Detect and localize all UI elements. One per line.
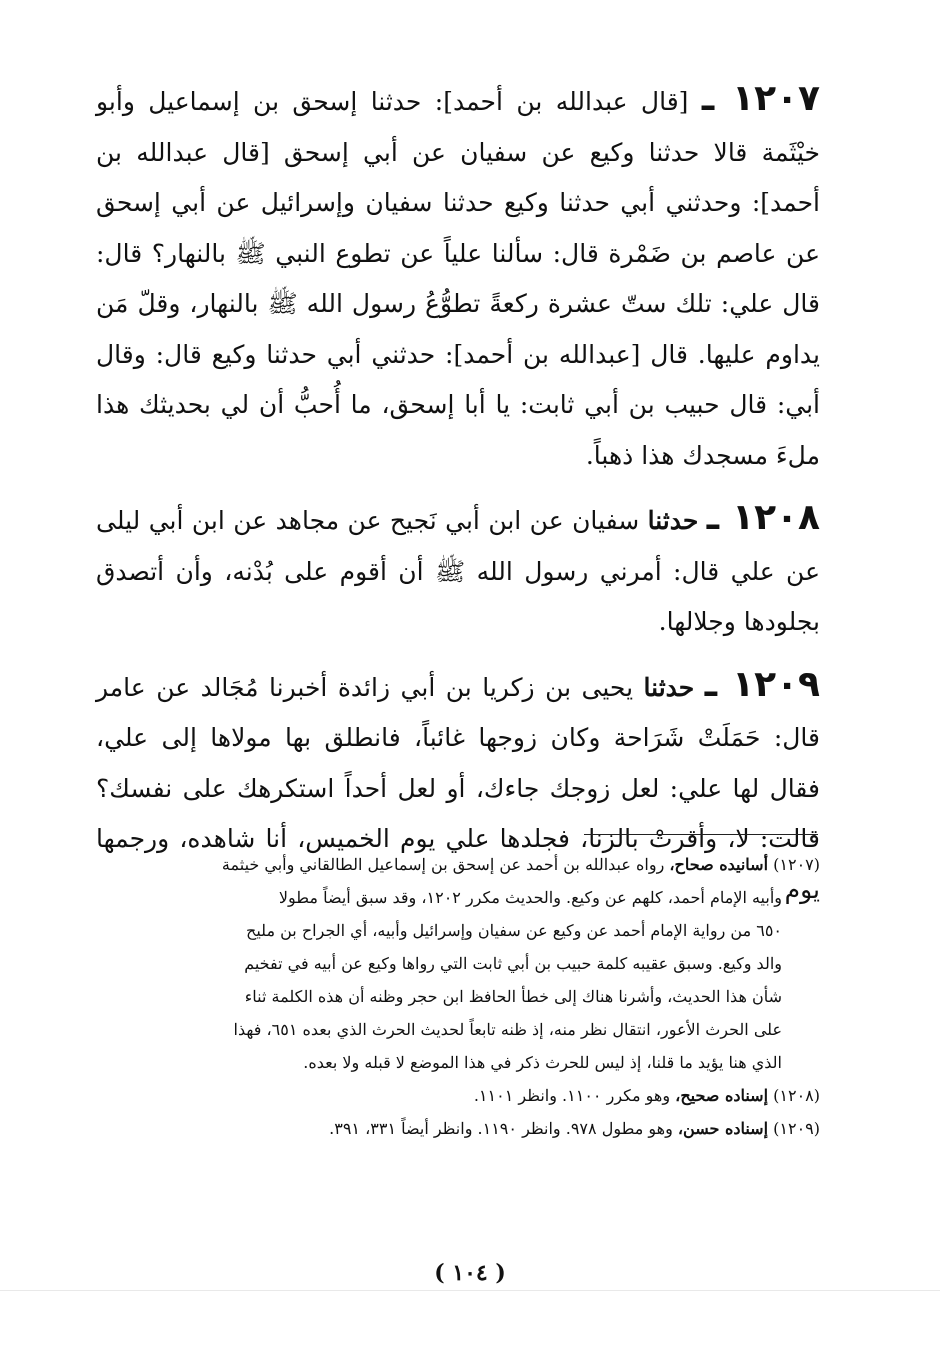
footnote-1207 bbox=[96, 848, 820, 881]
page-number: ( ١٠٤ ) bbox=[434, 1260, 506, 1286]
hadith-number: ١٢٠٧ ـ bbox=[701, 78, 821, 119]
footnote-grade: إسناده صحيح، bbox=[675, 1086, 769, 1105]
hadith-text: سفيان عن ابن أبي نَجيح عن مجاهد عن ابن أبي ليلى عن علي قال: أمرني رسول الله ﷺ أن أقوم على بُدْنه، وأن أتصدق بجلودها وجلالها. bbox=[96, 506, 820, 636]
footnote-ref: (١٢٠٧) bbox=[773, 855, 820, 874]
hadith-1208 bbox=[96, 493, 820, 648]
scan-edge-divider bbox=[0, 1290, 940, 1291]
footnote-1207-line: ٦٥٠ من رواية الإمام أحمد عن وكيع عن سفيان وإسرائيل وأبيه، أي الجراح بن مليح bbox=[246, 921, 782, 940]
footnote-separator bbox=[584, 834, 818, 835]
footnotes bbox=[96, 848, 820, 1145]
hadith-1207 bbox=[96, 74, 820, 481]
main-text-body bbox=[96, 74, 820, 927]
hadith-number: ١٢٠٩ ـ bbox=[704, 663, 821, 705]
footnote-1209 bbox=[96, 1112, 820, 1145]
footnote-1207-line: والد وكيع. وسبق عقيبه كلمة حبيب بن أبي ثابت التي رواها وكيع عن أبيه في تفخيم bbox=[244, 954, 782, 973]
footnote-1207-line: شأن هذا الحديث، وأشرنا هناك إلى خطأ الحافظ ابن حجر وظنه أن هذه الكلمة ثناء bbox=[244, 987, 782, 1006]
footnote-1207-line: وأبيه الإمام أحمد، كلهم عن وكيع. والحديث مكرر ١٢٠٢، وقد سبق أيضاً مطولا bbox=[278, 888, 782, 907]
footnote-ref: (١٢٠٨) bbox=[773, 1086, 820, 1105]
hadith-lead: حدثنا bbox=[643, 672, 695, 702]
hadith-lead: حدثنا bbox=[647, 506, 699, 535]
footnote-1208 bbox=[96, 1079, 820, 1112]
hadith-number: ١٢٠٨ ـ bbox=[706, 497, 820, 538]
hadith-text: يحيى بن زكريا بن أبي زائدة أخبرنا مُجَالد عن عامر قال: حَمَلَتْ شَرَاحة وكان زوجها غائباً، فانطلق بها مولاها إلى علي، فقال لها علي: لعل زوجك جاءك، أو لعل أحداً استكرهك على نفسك؟ قالت: لا، وأقرتْ بالزنا، فجلدها علي يوم الخميس، أنا شاهده، ورجمها يوم bbox=[96, 672, 820, 904]
footnote-1207-line: الذي هنا يؤيد ما قلنا، إذ ليس للحرث ذكر في هذا الموضع لا قبله ولا بعده. bbox=[303, 1053, 782, 1072]
footnote-grade: إسناده حسن، bbox=[677, 1119, 769, 1138]
footnote-1207-line: على الحرث الأعور، انتقال نظر منه، إذ ظنه تابعاً لحديث الحرث الذي بعده ٦٥١، فهذا bbox=[233, 1020, 782, 1039]
hadith-text: [قال عبدالله بن أحمد]: حدثنا إسحق بن إسماعيل وأبو خيْثَمة قالا حدثنا وكيع عن سفيان عن أبي إسحق [قال عبدالله بن أحمد]: وحدثني أبي حدثنا وكيع حدثنا سفيان وإسرائيل عن أبي إسحق عن عاصم بن ضَمْرة قال: سألنا علياً عن تطوع النبي ﷺ بالنهار؟ قال: قال علي: تلك ستّ عشرة ركعةً تطوُّعُ رسول الله ﷺ بالنهار، وقلّ مَن يداوم عليها. قال [عبدالله بن أحمد]: حدثني أبي حدثنا وكيع قال: وقال أبي: قال حبيب بن أبي ثابت: يا أبا إسحق، ما أُحبُّ أن لي بحديثك هذا ملءَ مسجدك هذا ذهباً. bbox=[96, 87, 820, 470]
footnote-ref: (١٢٠٩) bbox=[773, 1119, 820, 1138]
footnote-line: رواه عبدالله بن أحمد عن إسحق بن إسماعيل الطالقاني وأبي خيثمة bbox=[221, 855, 665, 874]
footnote-line: وهو مطول ٩٧٨. وانظر ١١٩٠. وانظر أيضاً ٣٣١، ٣٩١. bbox=[329, 1119, 673, 1138]
footnote-line: وهو مكرر ١١٠٠. وانظر ١١٠١. bbox=[473, 1086, 671, 1105]
footnote-grade: أسانيده صحاح، bbox=[669, 855, 769, 874]
